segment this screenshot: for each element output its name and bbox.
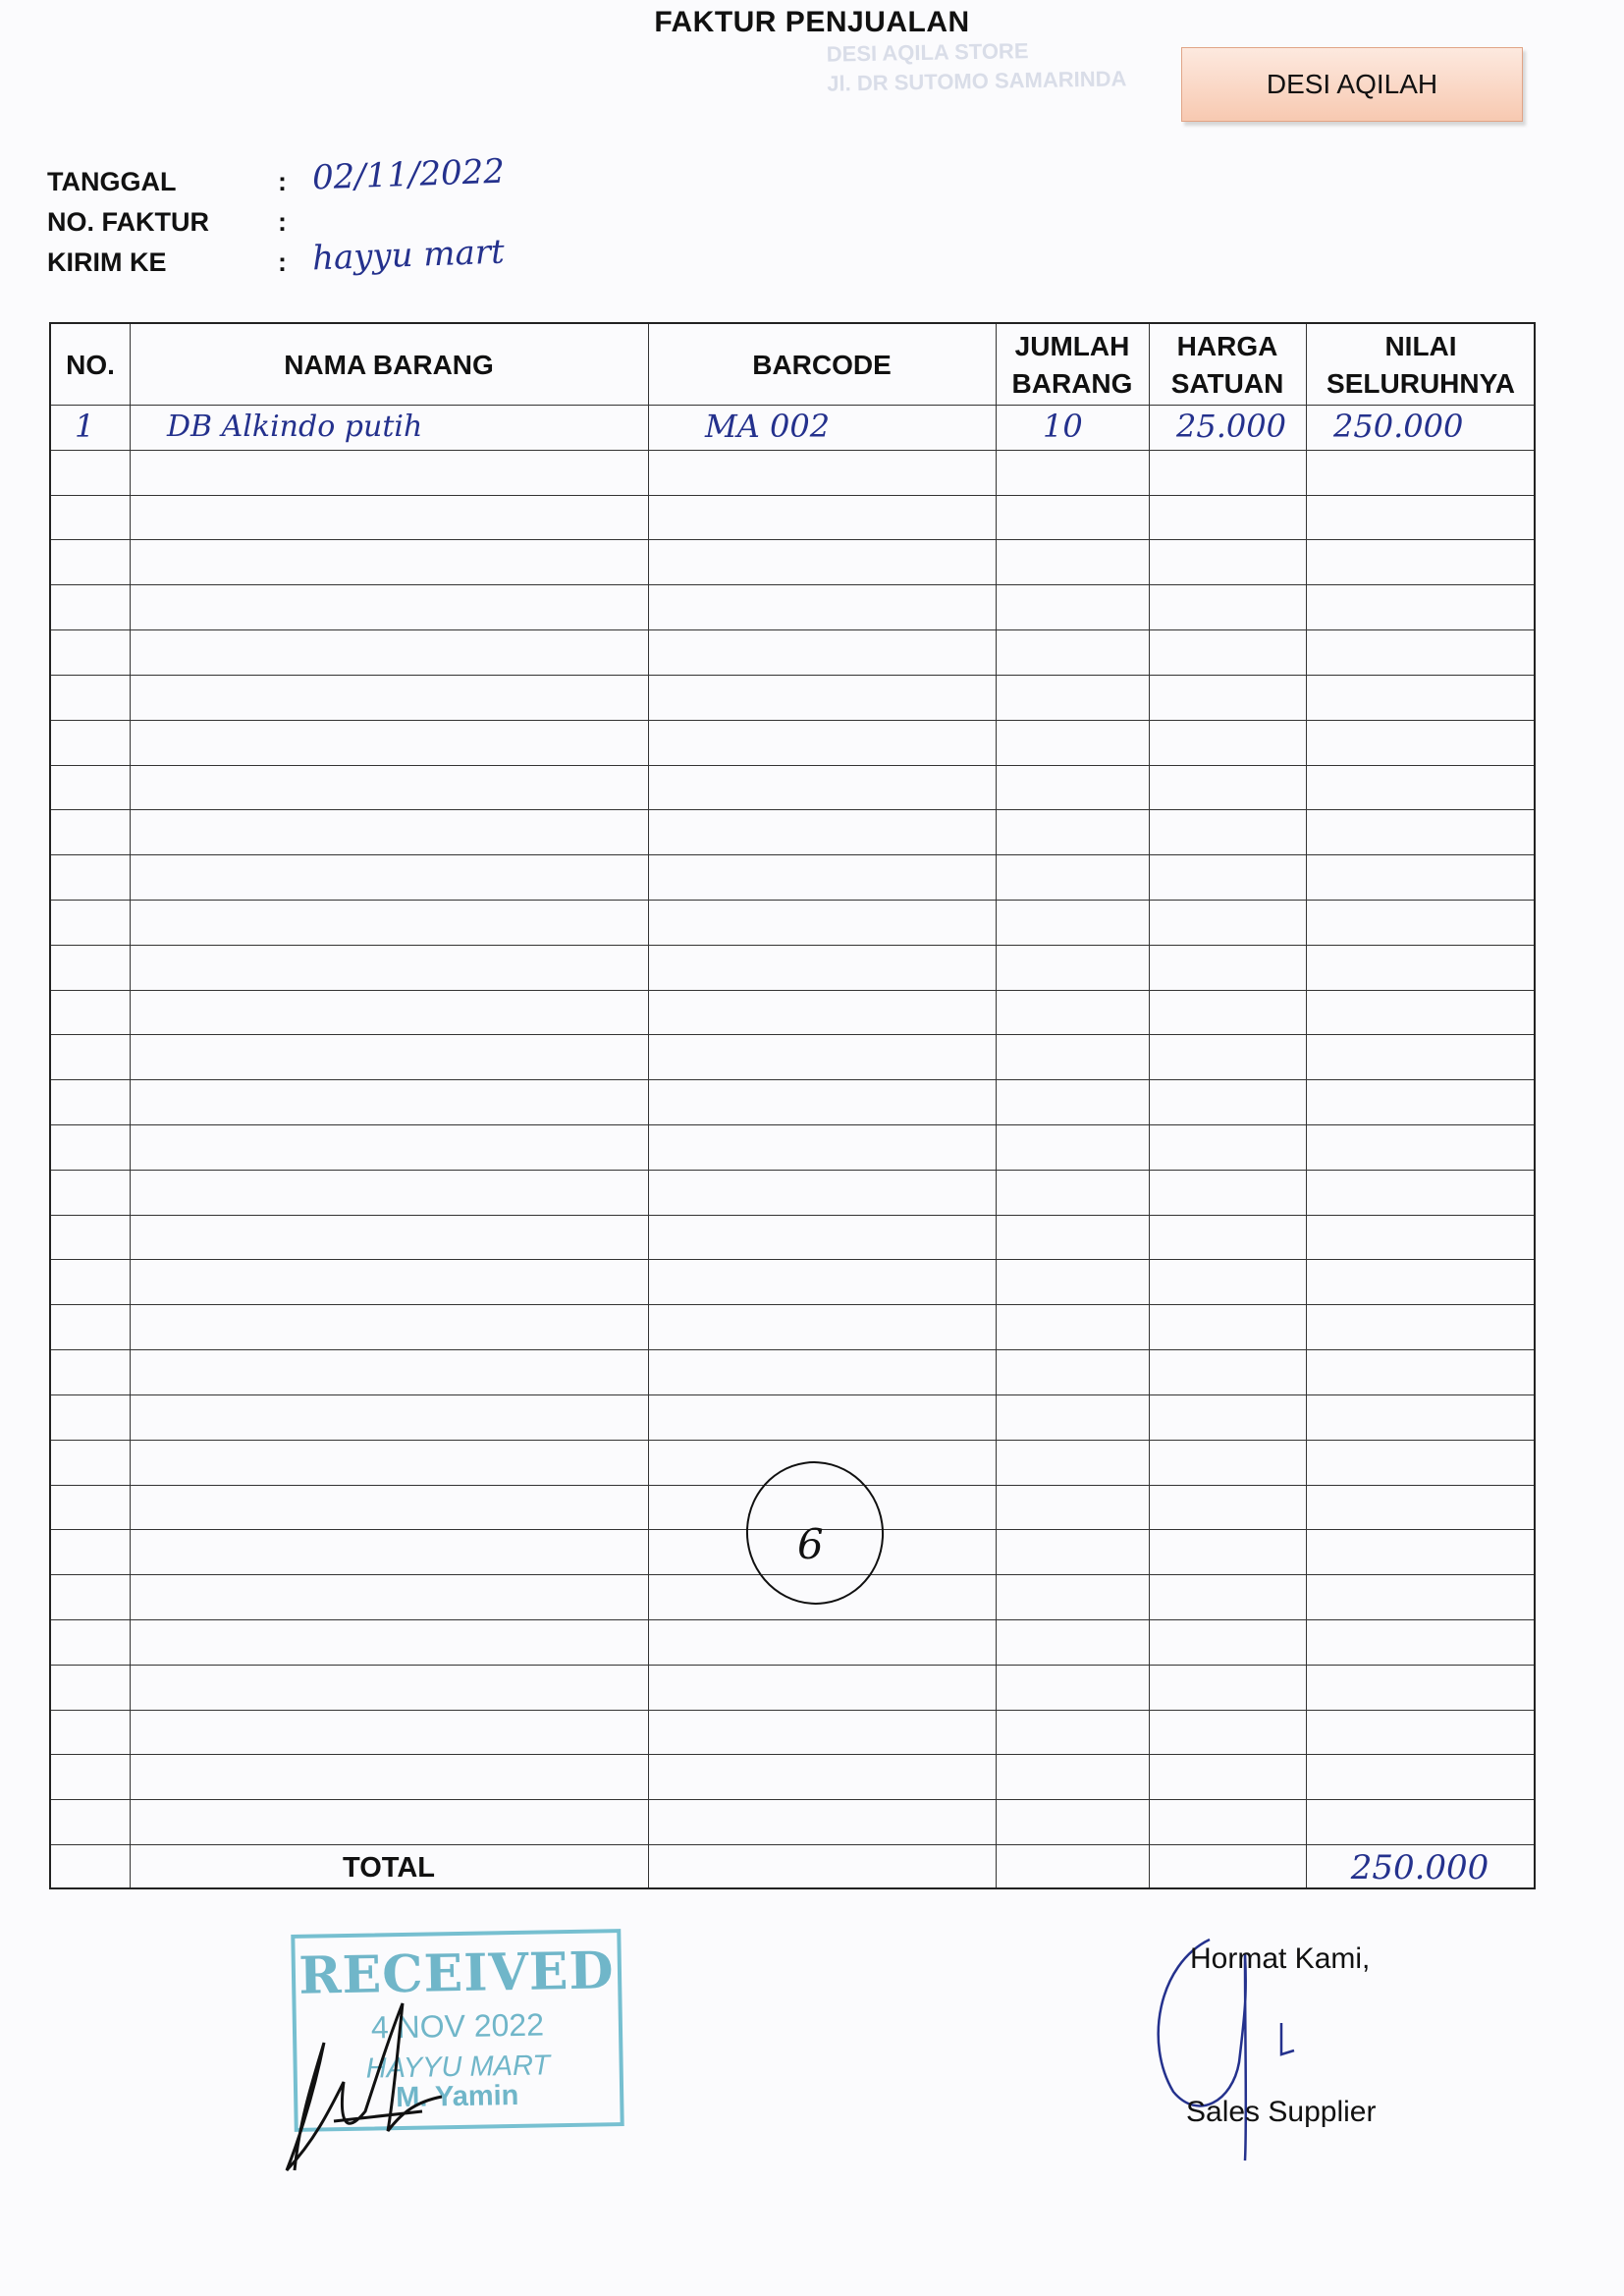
stamp-date: 4 NOV 2022 (370, 2006, 545, 2046)
stamp-shop: HAYYU MART (365, 2050, 551, 2085)
kirim-label: KIRIM KE (47, 247, 167, 277)
total-value: 250.000 (1350, 1848, 1489, 1887)
row-1-barcode: MA 002 (705, 408, 831, 445)
tanggal-value: 02/11/2022 (311, 151, 506, 198)
header-no: NO. (66, 349, 115, 380)
row-1-nilai: 250.000 (1333, 408, 1464, 445)
header-nama-barang: NAMA BARANG (284, 349, 494, 380)
row-1-harga: 25.000 (1176, 408, 1286, 445)
faktur-label: NO. FAKTUR (47, 207, 209, 237)
stamp-title: RECEIVED (298, 1941, 616, 2006)
row-1-no: 1 (75, 408, 95, 445)
header-barcode: BARCODE (752, 349, 892, 380)
header-jumlah-barang: JUMLAH BARANG (1011, 330, 1133, 399)
header-nilai-seluruhnya: NILAI SELURUHNYA (1326, 330, 1515, 399)
receiver-signature (287, 2003, 442, 2170)
faktur-colon: : (278, 207, 287, 237)
kirim-value: hayyu mart (311, 232, 506, 279)
document-title: FAKTUR PENJUALAN (654, 6, 970, 38)
header-harga-satuan: HARGA SATUAN (1170, 330, 1284, 399)
signature-label: Sales Supplier (1186, 2096, 1377, 2128)
show-through-text: DESI AQILA STORE Jl. DR SUTOMO SAMARINDA (826, 38, 1127, 96)
row-1-jumlah: 10 (1043, 408, 1083, 445)
closing-text: Hormat Kami, (1190, 1942, 1371, 1975)
stamp-person: M. Yamin (395, 2079, 519, 2114)
tanggal-colon: : (278, 167, 287, 196)
total-label: TOTAL (343, 1851, 435, 1884)
recipient-name: DESI AQILAH (1266, 69, 1438, 99)
kirim-colon: : (278, 247, 287, 277)
row-1-nama-barang: DB Alkindo putih (167, 409, 423, 444)
tanggal-label: TANGGAL (47, 167, 177, 196)
circled-note-value: 6 (797, 1520, 824, 1568)
